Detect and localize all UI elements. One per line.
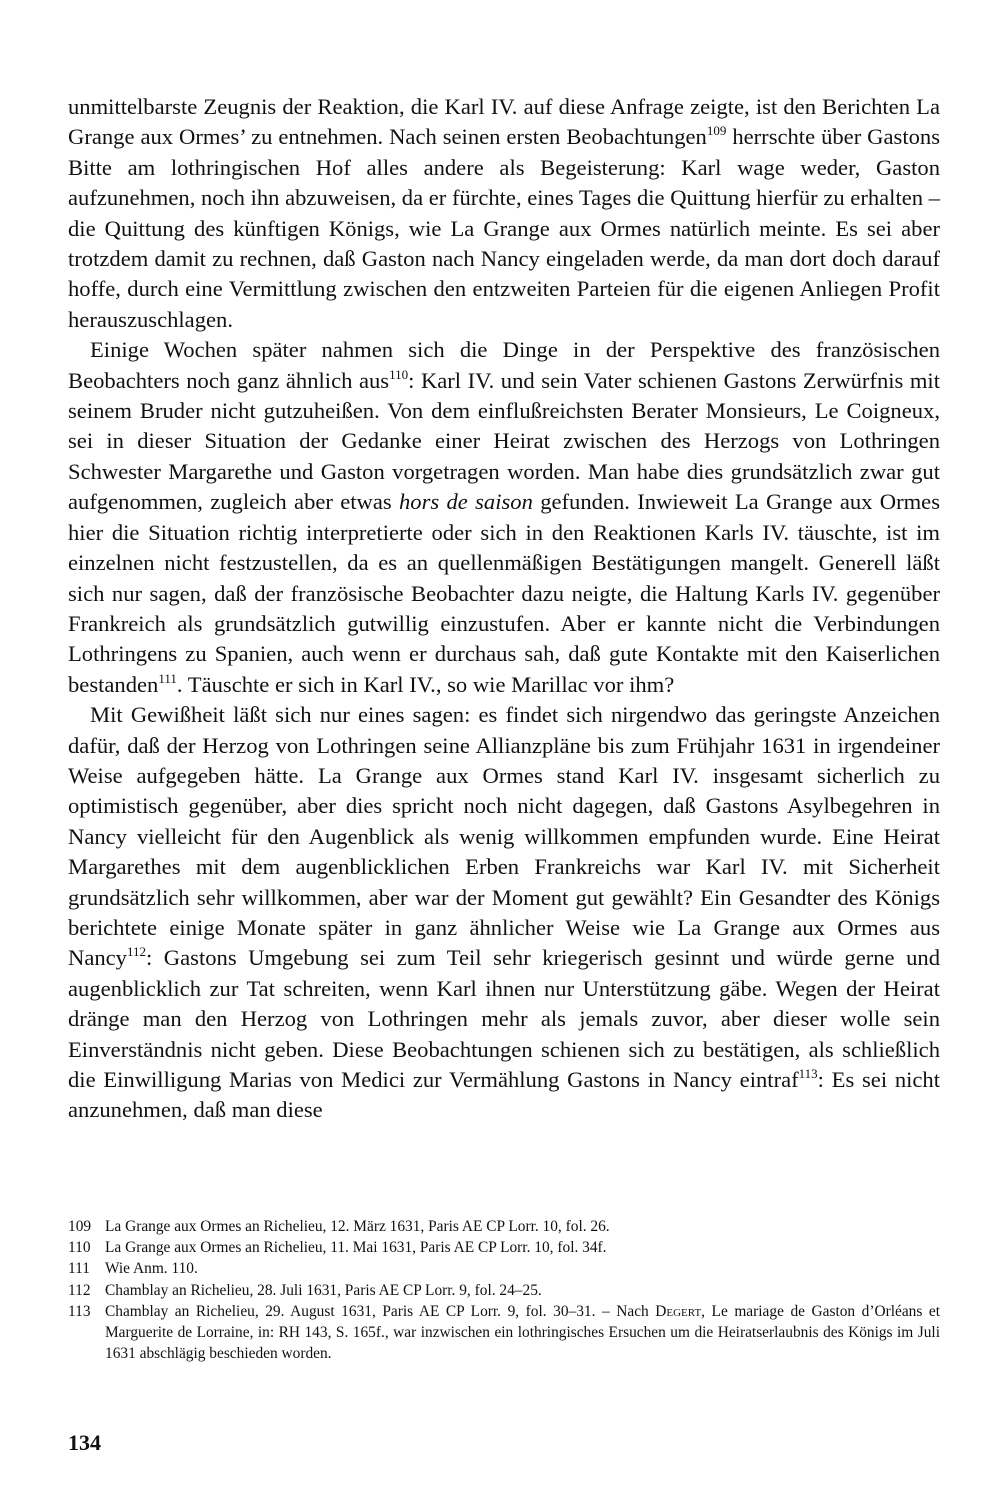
text-run: Wie Anm. 110. bbox=[105, 1260, 198, 1278]
footnote-marker: 109 bbox=[706, 123, 727, 139]
footnote-text bbox=[105, 1280, 940, 1301]
text-run: : Es sei nicht anzunehmen, daß man diese bbox=[68, 1067, 940, 1123]
footnote-marker: 113 bbox=[798, 1066, 818, 1081]
footnote-number: 109 bbox=[68, 1218, 92, 1235]
footnote-text bbox=[105, 1258, 940, 1279]
body-text bbox=[68, 92, 940, 1126]
footnote-text bbox=[105, 1216, 940, 1237]
footnote-112 bbox=[68, 1280, 940, 1301]
footnote-109 bbox=[68, 1216, 940, 1237]
author-name: Degert bbox=[655, 1302, 702, 1320]
footnote-marker: 110 bbox=[389, 366, 409, 382]
footnote-111 bbox=[68, 1258, 940, 1279]
footnote-number: 111 bbox=[68, 1260, 90, 1278]
paragraph-2 bbox=[68, 335, 940, 700]
text-run: gefunden. Inwieweit La Grange aux Ormes hier die Situation richtig interpretierte oder sich in den Reaktionen Karls IV. täuschte, ist im einzelnen nicht festzustellen, da es an quellenmäßigen Bestätigungen mangelt. Generell läßt sich nur sagen, daß der französische Beobachter dazu neigte, die Haltung Karls IV. gegenüber Frankreich als grundsätzlich gutwillig einzustufen. Aber er kannte nicht die Verbindungen Lothringens zu Spanien, auch wenn er durchaus sah, daß gute Kontakte mit den Kaiserlichen bestanden bbox=[68, 489, 940, 697]
footnote-marker: 112 bbox=[126, 944, 146, 960]
text-run: Mit Gewißheit läßt sich nur eines sagen: es findet sich nirgendwo das geringste Anzeichen dafür, daß der Herzog von Lothringen seine Allianzpläne bis zum Frühjahr 1631 in irgendeiner Weise aufgegeben hätte. La Grange aux Ormes stand Karl IV. insgesamt sicherlich zu optimistisch gegenüber, aber dies spricht noch nicht dagegen, daß Gastons Asylbegehren in Nancy vielleicht für den Augenblick als wenig willkommen empfunden wurde. Eine Heirat Margarethes mit dem augenblicklichen Erben Frankreichs war Karl IV. mit Sicherheit grundsätzlich sehr willkommen, aber war der Moment gut gewählt? Ein Gesandter des Königs berichtete einige Monate später in ganz ähnlicher Weise wie La Grange aux Ormes aus Nancy bbox=[68, 702, 940, 971]
text-run: herrschte über Gastons Bitte am lothringischen Hof alles andere als Begeisterung: Karl wage weder, Gaston aufzunehmen, noch ihn abzuweisen, da er fürchte, eines Tages die Quittung hierfür zu erhalten – die Quittung des künftigen Königs, wie La Grange aux Ormes natürlich meinte. Es sei aber trotzdem damit zu rechnen, daß Gaston nach Nancy eingeladen werde, da man dort doch darauf hoffe, durch eine Vermittlung zwischen den entzweiten Parteien für die eigenen Anliegen Profit herauszuschlagen. bbox=[68, 124, 940, 332]
footnote-number: 112 bbox=[68, 1281, 91, 1299]
footnote-text bbox=[105, 1301, 940, 1365]
footnotes bbox=[68, 1216, 940, 1364]
text-run: Chamblay an Richelieu, 28. Juli 1631, Paris AE CP Lorr. 9, fol. 24–25. bbox=[105, 1281, 542, 1299]
page-body bbox=[68, 92, 940, 1126]
footnote-113 bbox=[68, 1301, 940, 1365]
page-number: 134 bbox=[68, 1430, 101, 1455]
text-run: La Grange aux Ormes an Richelieu, 11. Mai 1631, Paris AE CP Lorr. 10, fol. 34f. bbox=[105, 1239, 607, 1257]
text-run: , Le mariage de Gaston d’Orléans et Marguerite de Lorraine, in: RH 143, S. 165f., war inzwischen ein lothringisches Ersuchen um die Heiratserlaubnis des Königs im Juli 1631 abschlägig beschieden worden. bbox=[105, 1302, 940, 1363]
footnote-number: 113 bbox=[68, 1302, 91, 1320]
footnote-marker: 111 bbox=[158, 670, 177, 686]
italic-phrase: hors de saison bbox=[399, 489, 533, 515]
footnote-number: 110 bbox=[68, 1239, 91, 1257]
text-run: Chamblay an Richelieu, 29. August 1631, Paris AE CP Lorr. 9, fol. 30–31. – Nach bbox=[105, 1302, 656, 1320]
paragraph-3 bbox=[68, 700, 940, 1126]
text-run: Einige Wochen später nahmen sich die Dinge in der Perspektive des französischen Beobachters noch ganz ähnlich aus bbox=[68, 337, 940, 393]
text-run: La Grange aux Ormes an Richelieu, 12. März 1631, Paris AE CP Lorr. 10, fol. 26. bbox=[105, 1218, 610, 1235]
footnote-110 bbox=[68, 1237, 940, 1258]
text-run: . Täuschte er sich in Karl IV., so wie Marillac vor ihm? bbox=[176, 671, 675, 697]
text-run: : Gastons Umgebung sei zum Teil sehr kriegerisch gesinnt und würde gerne und augenblicklich zur Tat schreiten, wenn Karl ihnen nur Unterstützung gäbe. Wegen der Heirat dränge man den Herzog von Lothringen mehr als jemals zuvor, aber dieser wolle sein Einverständnis nicht geben. Diese Beobachtungen schienen sich zu bestätigen, als schließlich die Einwilligung Marias von Medici zur Vermählung Gastons in Nancy eintraf bbox=[68, 945, 940, 1092]
footnote-text bbox=[105, 1237, 940, 1258]
paragraph-1 bbox=[68, 92, 940, 335]
text-run: unmittelbarste Zeugnis der Reaktion, die Karl IV. auf diese Anfrage zeigte, ist den Berichten La Grange aux Ormes’ zu entnehmen. Nach seinen ersten Beobachtungen bbox=[68, 94, 940, 150]
text-run: : Karl IV. und sein Vater schienen Gastons Zerwürfnis mit seinem Bruder nicht gutzuheißen. Von dem einflußreichsten Berater Monsieurs, Le Coigneux, sei in dieser Situation der Gedanke einer Heirat zwischen des Herzogs von Lothringen Schwester Margarethe und Gaston vorgetragen worden. Man habe dies grundsätzlich zwar gut aufgenommen, zugleich aber etwas bbox=[68, 367, 940, 515]
